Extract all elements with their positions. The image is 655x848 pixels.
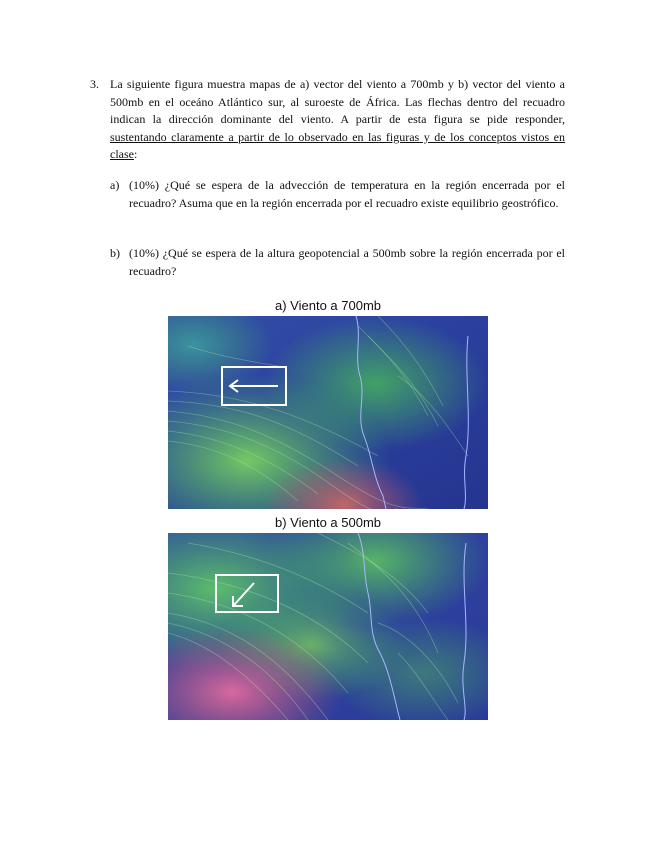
subquestion-a-text: (10%) ¿Qué se espera de la advección de temperatura en la región encerrada por el recuadro? Asuma que en la región encerrada por el recuadro existe equilibrio geostrófico.: [129, 178, 565, 210]
question-intro-text: La siguiente figura muestra mapas de a) vector del viento a 700mb y b) vector del viento a 500mb en el oceáno Atlántico sur, al suroeste de África. Las flechas dentro del recuadro indican la dirección dominante del viento. A partir de esta figura se pide responder,: [110, 77, 565, 127]
question-intro-end: :: [133, 147, 138, 162]
question-number: 3.: [90, 77, 99, 91]
wind-map-500mb: [168, 533, 488, 720]
figure-a-wind-map: [168, 316, 488, 509]
question-intro-underlined: sustentando claramente a partir de lo observado en las figuras y de los conceptos vistos en clase: [110, 129, 565, 162]
wind-map-700mb: [168, 316, 488, 509]
figure-b-wind-map: [168, 533, 488, 720]
question-intro: [110, 76, 565, 164]
figure-a-title: a) Viento a 700mb: [275, 298, 381, 313]
subquestion-a-label: a): [110, 178, 120, 192]
subquestion-b-text: (10%) ¿Qué se espera de la altura geopotencial a 500mb sobre la región encerrada por el recuadro?: [129, 246, 565, 278]
subquestion-b-label: b): [110, 246, 120, 260]
figure-b-title: b) Viento a 500mb: [275, 515, 381, 530]
